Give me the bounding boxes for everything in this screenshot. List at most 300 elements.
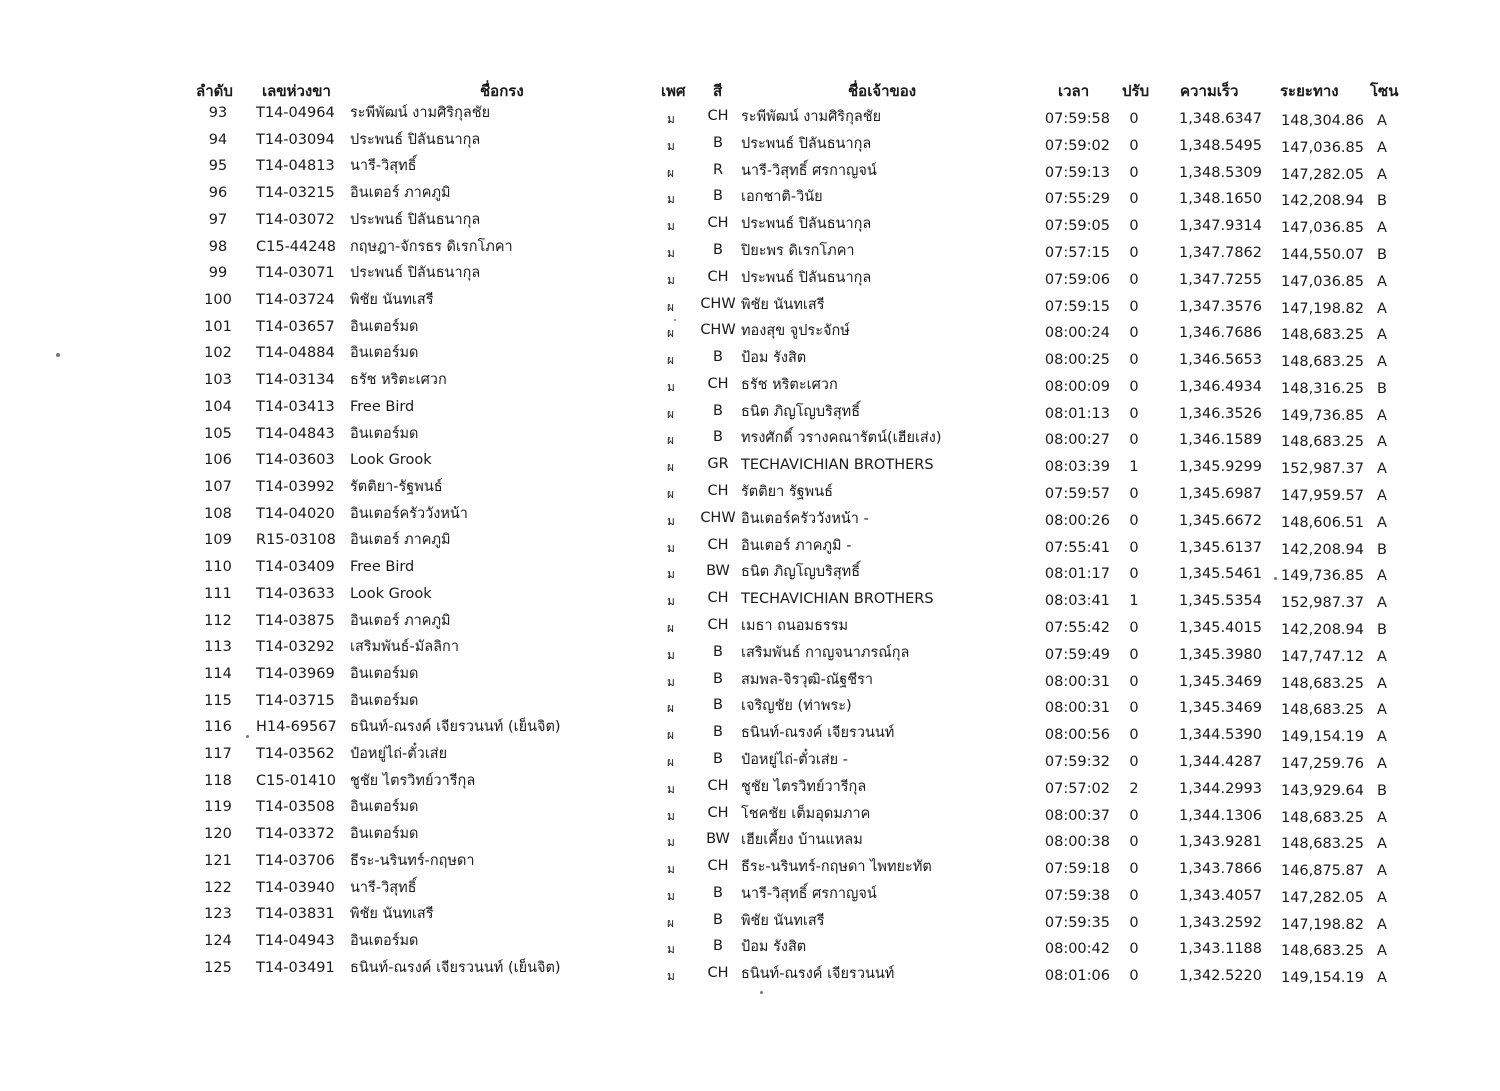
cell-color: GR [707,456,729,473]
header-owner-name: ชื่อเจ้าของ [848,82,917,100]
cell-sex: ม [667,112,675,126]
cell-color: CH [707,617,729,633]
cell-rank: 107 [204,478,232,495]
cell-time: 07:59:06 [1044,271,1110,288]
table-row [0,717,1500,746]
table-row [0,798,1500,824]
cell-ring-number: T14-03657 [256,318,335,335]
cell-rank: 97 [208,211,228,228]
cell-speed: 1,342.5220 [1178,968,1262,985]
cell-speed: 1,345.5461 [1178,566,1262,583]
cell-color: BW [706,831,730,848]
cell-rank: 106 [204,452,232,469]
cell-speed: 1,343.2592 [1178,914,1262,931]
cell-time: 07:55:29 [1044,191,1110,208]
cell-penalty: 0 [1129,700,1139,717]
cell-time: 07:59:18 [1044,861,1110,878]
cell-rank: 101 [204,318,232,335]
cell-loft-name: อินเตอร์มด [350,826,419,843]
cell-time: 07:59:57 [1044,486,1110,503]
table-row [0,182,1500,208]
cell-owner-name: พิชัย นันทเสรี [741,912,825,929]
cell-color: B [713,750,723,767]
cell-speed: 1,344.1306 [1178,807,1262,824]
cell-distance: 148,304.86 [1280,113,1364,129]
header-time: เวลา [1058,82,1090,100]
cell-zone: A [1377,702,1387,719]
cell-zone: A [1377,139,1387,156]
cell-rank: 100 [204,291,232,308]
cell-time: 08:00:31 [1044,673,1110,690]
cell-penalty: 0 [1129,352,1139,369]
cell-owner-name: นารี-วิสุทธิ์ ศรกาญจน์ [741,885,877,902]
cell-sex: ผ [667,433,675,448]
cell-penalty: 0 [1129,111,1139,127]
cell-distance: 146,875.87 [1280,863,1364,880]
cell-distance: 142,208.94 [1280,193,1364,210]
cell-loft-name: อินเตอร์ครัววังหน้า [350,505,468,522]
cell-distance: 149,736.85 [1280,568,1364,585]
cell-rank: 121 [204,852,232,869]
cell-distance: 143,929.64 [1280,782,1364,799]
cell-speed: 1,343.9281 [1178,834,1262,851]
cell-owner-name: TECHAVICHIAN BROTHERS [741,457,934,474]
cell-penalty: 0 [1129,673,1139,690]
cell-speed: 1,347.7862 [1178,244,1262,261]
cell-ring-number: T14-03508 [256,799,335,816]
cell-ring-number: T14-03940 [256,879,335,896]
cell-owner-name: ชูชัย ไตรวิทย์วารีกุล [741,778,867,795]
cell-rank: 105 [204,425,232,442]
cell-loft-name: อินเตอร์มด [350,799,419,816]
table-row [0,396,1500,422]
cell-zone: B [1377,782,1387,799]
cell-loft-name: ป๋อหยู่ไถ่-ตั๋วเส่ย [350,746,448,763]
cell-distance: 147,282.05 [1280,889,1364,906]
cell-loft-name: ธนินท์-ณรงค์ เจียรวนนท์ (เย็นจิต) [350,719,561,736]
header-color: สี [713,82,723,100]
cell-owner-name: ธนิต ภิญโญบริสุทธิ์ [741,564,861,581]
cell-owner-name: สมพล-จิรวุฒิ-ณัฐชีรา [741,671,874,688]
cell-owner-name: ทรงศักดิ์ วรางคณารัตน์(เฮียเส่ง) [741,430,942,447]
cell-ring-number: T14-04964 [256,105,335,121]
cell-ring-number: C15-01410 [256,772,336,789]
cell-distance: 144,550.07 [1280,246,1364,263]
cell-color: CH [707,965,729,982]
table-header [0,78,1500,104]
cell-distance: 148,683.25 [1280,354,1364,371]
cell-rank: 122 [204,879,232,896]
cell-distance: 147,259.76 [1280,755,1364,772]
cell-time: 07:55:41 [1044,539,1110,556]
table-row [0,637,1500,663]
cell-penalty: 0 [1129,887,1139,904]
cell-owner-name: TECHAVICHIAN BROTHERS [741,591,934,608]
header-rank: ลำดับ [196,82,233,100]
cell-sex: ม [667,835,675,850]
cell-owner-name: เฮียเคี้ยง บ้านแหลม [741,832,863,849]
cell-penalty: 0 [1129,164,1139,181]
cell-penalty: 0 [1129,432,1139,449]
table-row [0,209,1500,235]
cell-speed: 1,343.7866 [1178,861,1262,878]
cell-rank: 111 [204,585,232,602]
cell-distance: 142,208.94 [1280,622,1364,638]
cell-penalty: 0 [1129,512,1139,529]
cell-rank: 119 [204,799,232,816]
cell-ring-number: T14-03603 [256,452,335,469]
cell-distance: 149,154.19 [1280,970,1364,987]
cell-zone: B [1377,622,1387,638]
cell-penalty: 1 [1129,459,1139,476]
cell-zone: A [1377,300,1387,317]
cell-loft-name: อินเตอร์มด [350,345,419,362]
cell-speed: 1,348.1650 [1178,191,1262,208]
table-row [0,343,1500,369]
table-row [0,263,1500,289]
cell-sex: ม [667,272,675,287]
cell-sex: ม [667,219,675,234]
cell-zone: A [1377,755,1387,772]
cell-time: 07:59:49 [1044,646,1110,663]
cell-loft-name: พิชัย นันทเสรี [350,291,434,308]
cell-color: B [713,134,723,151]
cell-sex: ม [667,781,675,796]
cell-owner-name: ธนิต ภิญโญบริสุทธิ์ [741,403,861,420]
cell-penalty: 0 [1129,861,1139,878]
cell-penalty: 0 [1129,968,1139,985]
cell-distance: 147,036.85 [1280,139,1364,156]
cell-loft-name: ประพนธ์ ปิลันธนากุล [350,211,481,228]
cell-owner-name: ธีระ-นรินทร์-กฤษดา ไพทยะทัต [741,859,932,876]
cell-speed: 1,346.3526 [1178,405,1262,422]
table-row [0,129,1500,155]
cell-loft-name: อินเตอร์มด [350,933,419,950]
cell-sex: ม [667,540,675,555]
cell-penalty: 2 [1129,780,1139,797]
cell-loft-name: อินเตอร์มด [350,318,419,335]
cell-rank: 114 [204,665,232,682]
cell-penalty: 0 [1129,137,1139,154]
cell-loft-name: กฤษฎา-จักรธร ดิเรกโภคา [350,238,513,255]
header-zone: โซน [1370,82,1399,100]
cell-penalty: 0 [1129,271,1139,288]
cell-loft-name: อินเตอร์มด [350,665,419,682]
cell-rank: 109 [204,532,232,549]
cell-zone: A [1377,166,1387,183]
cell-distance: 148,683.25 [1280,675,1364,692]
cell-owner-name: นารี-วิสุทธิ์ ศรกาญจน์ [741,162,877,179]
cell-zone: B [1377,541,1387,558]
cell-distance: 148,683.25 [1280,836,1364,853]
cell-distance: 148,606.51 [1280,514,1364,531]
cell-color: B [713,188,723,205]
cell-color: CH [707,804,729,821]
table-row [0,664,1500,690]
cell-speed: 1,345.6672 [1178,512,1262,529]
cell-loft-name: Look Grook [350,452,432,469]
cell-penalty: 0 [1129,646,1139,663]
table-row [0,289,1500,315]
header-loft-name: ชื่อกรง [480,82,524,100]
cell-zone: A [1377,461,1387,478]
cell-penalty: 0 [1129,914,1139,931]
cell-owner-name: ธนินท์-ณรงค์ เจียรวนนท์ [741,725,895,742]
cell-zone: A [1377,568,1387,585]
table-row [0,530,1500,556]
cell-sex: ม [667,138,675,153]
table-row [0,610,1500,636]
cell-speed: 1,348.5309 [1178,164,1262,181]
cell-rank: 98 [208,238,228,255]
cell-zone: A [1377,407,1387,424]
cell-speed: 1,347.9314 [1178,218,1262,235]
cell-speed: 1,345.3980 [1178,646,1262,663]
cell-loft-name: อินเตอร์มด [350,425,419,442]
cell-sex: ผ [667,728,675,743]
cell-zone: A [1377,809,1387,826]
cell-ring-number: T14-03562 [256,746,335,763]
cell-time: 07:59:35 [1044,914,1110,931]
cell-speed: 1,344.2993 [1178,780,1262,797]
scan-speck [56,353,60,357]
cell-loft-name: Free Bird [350,559,415,576]
cell-owner-name: เสริมพันธ์ กาญจนาภรณ์กุล [741,644,910,661]
cell-sex: ม [667,513,675,528]
cell-owner-name: ป้อม รังสิต [741,939,807,956]
cell-rank: 103 [204,372,232,389]
cell-rank: 123 [204,906,232,923]
cell-rank: 118 [204,772,232,789]
cell-zone: A [1377,354,1387,371]
cell-time: 08:01:17 [1044,566,1110,583]
cell-rank: 125 [204,959,232,976]
cell-loft-name: อินเตอร์มด [350,692,419,709]
cell-zone: B [1377,193,1387,210]
cell-rank: 110 [204,559,232,576]
cell-owner-name: ทองสุข จูประจักษ์ [741,323,850,340]
table-row [0,851,1500,880]
header-distance: ระยะทาง [1280,82,1339,100]
cell-speed: 1,346.7686 [1178,325,1262,342]
cell-color: CH [707,268,729,285]
cell-speed: 1,344.5390 [1178,727,1262,744]
cell-ring-number: T14-04943 [256,933,335,950]
cell-zone: A [1377,729,1387,746]
cell-ring-number: T14-03413 [256,398,335,415]
cell-zone: A [1377,434,1387,451]
cell-speed: 1,345.6137 [1178,539,1262,556]
cell-speed: 1,346.5653 [1178,352,1262,369]
cell-zone: A [1377,488,1387,505]
cell-ring-number: T14-04813 [256,158,335,175]
cell-loft-name: Look Grook [350,585,432,602]
cell-sex: ผ [667,353,675,368]
cell-penalty: 0 [1129,727,1139,744]
table-row [0,316,1500,342]
cell-owner-name: ประพนธ์ ปิลันธนากุล [741,216,872,233]
table-row [0,824,1500,853]
cell-speed: 1,344.4287 [1178,753,1262,770]
cell-penalty: 0 [1129,244,1139,261]
cell-color: B [713,349,723,366]
cell-color: B [713,402,723,419]
cell-penalty: 0 [1129,620,1139,636]
table-row [0,931,1500,960]
cell-loft-name: ธีระ-นรินทร์-กฤษดา [350,852,475,869]
cell-rank: 99 [208,265,228,282]
cell-ring-number: T14-04020 [256,505,335,522]
cell-distance: 147,959.57 [1280,488,1364,505]
cell-time: 07:59:02 [1044,137,1110,154]
cell-distance: 148,683.25 [1280,809,1364,826]
table-row [0,503,1500,529]
table-row [0,370,1500,396]
cell-time: 08:01:13 [1044,405,1110,422]
cell-speed: 1,343.4057 [1178,887,1262,904]
cell-zone: A [1377,595,1387,612]
cell-zone: B [1377,380,1387,397]
cell-color: B [713,884,723,901]
cell-penalty: 0 [1129,378,1139,395]
cell-zone: A [1377,648,1387,665]
cell-time: 08:00:25 [1044,352,1110,369]
cell-penalty: 0 [1129,834,1139,851]
cell-owner-name: ป๋อหยู่ไถ่-ตั๋วเส่ย - [741,751,848,768]
cell-sex: ม [667,567,675,582]
cell-time: 08:00:38 [1044,834,1110,851]
cell-rank: 104 [204,398,232,415]
cell-time: 08:00:31 [1044,700,1110,717]
cell-distance: 152,987.37 [1280,595,1364,612]
cell-owner-name: ธนินท์-ณรงค์ เจียรวนนท์ [741,966,895,983]
cell-ring-number: T14-03094 [256,131,335,148]
table-row [0,450,1500,476]
cell-rank: 116 [204,719,232,736]
cell-sex: ม [667,808,675,823]
cell-time: 07:57:02 [1044,780,1110,797]
cell-zone: A [1377,916,1387,933]
cell-color: B [713,697,723,714]
table-row [0,423,1500,449]
cell-rank: 102 [204,345,232,362]
cell-loft-name: พิชัย นันทเสรี [350,906,434,923]
cell-rank: 112 [204,612,232,629]
cell-sex: ม [667,942,675,957]
header-speed: ความเร็ว [1180,82,1239,100]
table-row [0,958,1500,987]
cell-color: CH [707,108,729,124]
cell-sex: ผ [667,915,675,930]
cell-sex: ผ [667,460,675,475]
cell-speed: 1,348.6347 [1178,111,1262,127]
cell-zone: A [1377,943,1387,960]
header-sex: เพศ [661,82,686,100]
cell-time: 07:57:15 [1044,244,1110,261]
cell-sex: ผ [667,406,675,421]
cell-rank: 115 [204,692,232,709]
cell-ring-number: T14-03215 [256,185,335,202]
cell-rank: 120 [204,826,232,843]
cell-ring-number: T14-03409 [256,559,335,576]
cell-ring-number: T14-03292 [256,639,335,656]
cell-time: 07:59:32 [1044,753,1110,770]
cell-owner-name: เจริญชัย (ท่าพระ) [741,698,852,715]
cell-loft-name: Free Bird [350,398,415,415]
cell-speed: 1,345.3469 [1178,673,1262,690]
cell-time: 08:01:06 [1044,968,1110,985]
cell-owner-name: ปิยะพร ดิเรกโภคา [741,242,855,259]
cell-penalty: 1 [1129,593,1139,610]
cell-color: B [713,670,723,687]
cell-speed: 1,348.5495 [1178,137,1262,154]
cell-owner-name: โชคชัย เต็มอุดมภาค [741,805,871,822]
cell-owner-name: อินเตอร์ ภาคภูมิ - [741,537,852,554]
cell-color: R [712,161,724,178]
cell-sex: ม [667,245,675,260]
cell-owner-name: ธรัช หริตะเศวก [741,376,838,393]
table-row [0,878,1500,904]
cell-time: 08:00:09 [1044,378,1110,395]
cell-penalty: 0 [1129,807,1139,824]
cell-rank: 94 [208,131,228,148]
cell-loft-name: เสริมพันธ์-มัลลิกา [350,639,459,656]
cell-zone: A [1377,327,1387,344]
cell-sex: ผ [667,621,675,635]
cell-time: 08:03:41 [1044,593,1110,610]
cell-ring-number: T14-03831 [256,906,335,923]
cell-color: CH [707,858,729,875]
cell-color: CHW [700,322,736,339]
cell-zone: A [1377,514,1387,531]
cell-time: 07:59:13 [1044,164,1110,181]
cell-penalty: 0 [1129,325,1139,342]
cell-loft-name: รัตติยา-รัฐพนธ์ [350,478,443,495]
cell-owner-name: เอกชาติ-วินัย [741,189,823,206]
cell-ring-number: T14-03071 [256,265,335,282]
cell-penalty: 0 [1129,218,1139,235]
cell-loft-name: ธนินท์-ณรงค์ เจียรวนนท์ (เย็นจิต) [350,959,561,976]
cell-ring-number: T14-03706 [256,852,335,869]
cell-color: CH [707,777,729,794]
header-ring-number: เลขห่วงขา [262,82,331,100]
cell-distance: 148,683.25 [1280,327,1364,344]
cell-loft-name: นารี-วิสุทธิ์ [350,158,417,175]
cell-time: 08:00:27 [1044,432,1110,449]
cell-rank: 113 [204,639,232,656]
table-row [0,584,1500,610]
cell-speed: 1,345.3469 [1178,700,1262,717]
cell-sex: ม [667,888,675,903]
cell-time: 07:59:15 [1044,298,1110,315]
cell-color: CH [707,590,729,607]
cell-penalty: 0 [1129,486,1139,503]
cell-zone: A [1377,675,1387,692]
cell-ring-number: T14-04884 [256,345,335,362]
cell-penalty: 0 [1129,941,1139,958]
cell-ring-number: T14-03372 [256,826,335,843]
cell-loft-name: ประพนธ์ ปิลันธนากุล [350,265,481,282]
cell-loft-name: อินเตอร์ ภาคภูมิ [350,532,451,549]
cell-rank: 93 [208,105,228,121]
cell-sex: ผ [667,701,675,716]
cell-distance: 147,036.85 [1280,220,1364,237]
cell-penalty: 0 [1129,566,1139,583]
cell-time: 07:59:05 [1044,218,1110,235]
cell-color: B [713,241,723,258]
cell-distance: 147,747.12 [1280,648,1364,665]
cell-sex: ผ [667,165,675,180]
